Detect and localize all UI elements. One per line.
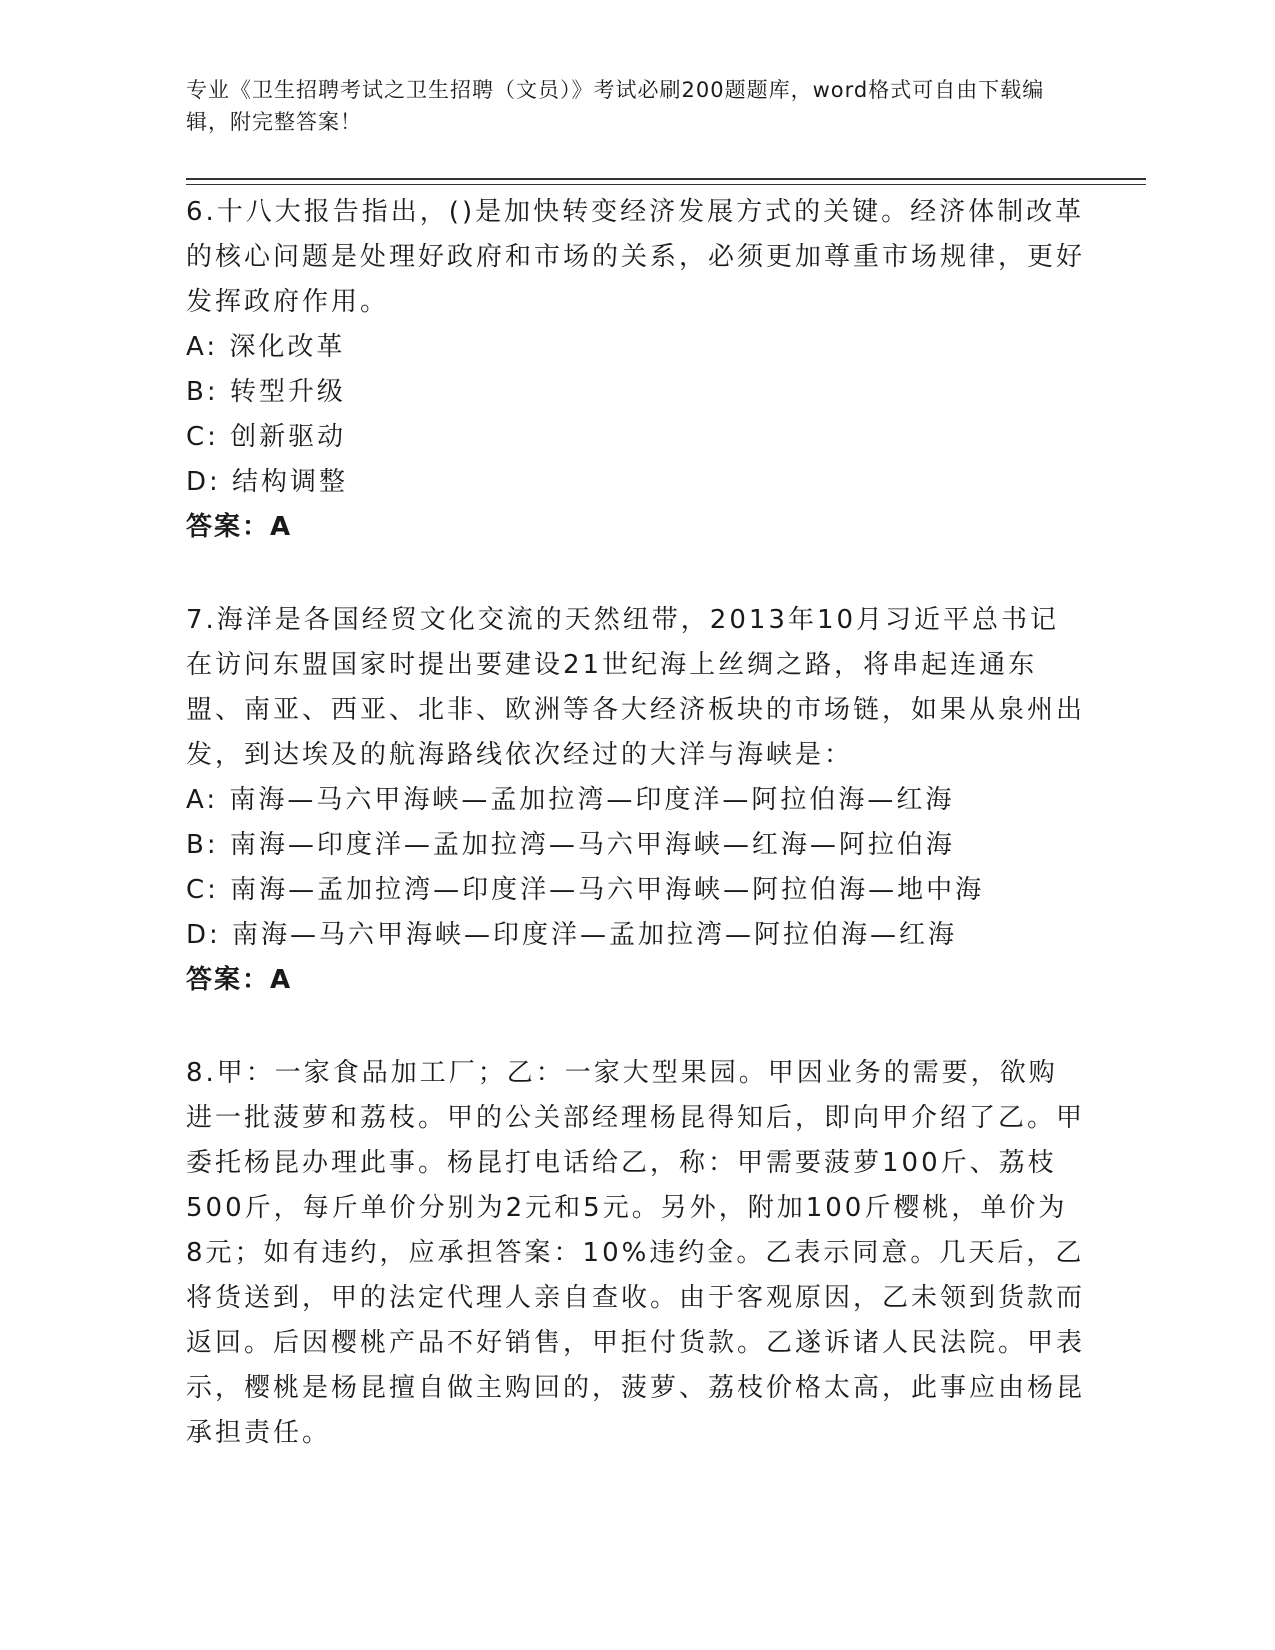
option-b: B: 转型升级: [186, 377, 346, 407]
option-c: C: 南海—孟加拉湾—印度洋—马六甲海峡—阿拉伯海—地中海: [186, 875, 985, 905]
header-divider-thin: [186, 184, 1146, 185]
question-8: [186, 1051, 1086, 1456]
question-stem: 8.甲：一家食品加工厂；乙：一家大型果园。甲因业务的需要，欲购进一批菠萝和荔枝。甲的公关部经理杨昆得知后，即向甲介绍了乙。甲委托杨昆办理此事。杨昆打电话给乙，称：甲需要菠萝100斤、荔枝500斤，每斤单价分别为2元和5元。另外，附加100斤樱桃，单价为8元；如有违约，应承担答案：10%违约金。乙表示同意。几天后，乙将货送到，甲的法定代理人亲自查收。由于客观原因，乙未领到货款而返回。后因樱桃产品不好销售，甲拒付货款。乙遂诉诸人民法院。甲表示，樱桃是杨昆擅自做主购回的，菠萝、荔枝价格太高，此事应由杨昆承担责任。: [186, 1058, 1086, 1448]
option-a: A: 南海—马六甲海峡—孟加拉湾—印度洋—阿拉伯海—红海: [186, 785, 955, 815]
option-b: B: 南海—印度洋—孟加拉湾—马六甲海峡—红海—阿拉伯海: [186, 830, 955, 860]
answer: 答案：A: [186, 965, 293, 995]
option-c: C: 创新驱动: [186, 422, 347, 452]
question-stem: 6.十八大报告指出，()是加快转变经济发展方式的关键。经济体制改革的核心问题是处理好政府和市场的关系，必须更加尊重市场规律，更好发挥政府作用。: [186, 197, 1086, 317]
questions-container: [186, 190, 1086, 1456]
page-header: 专业《卫生招聘考试之卫生招聘（文员）》考试必刷200题题库，word格式可自由下载编辑，附完整答案！: [186, 78, 1045, 134]
question-stem: 7.海洋是各国经贸文化交流的天然纽带，2013年10月习近平总书记在访问东盟国家时提出要建设21世纪海上丝绸之路，将串起连通东盟、南亚、西亚、北非、欧洲等各大经济板块的市场链，如果从泉州出发，到达埃及的航海路线依次经过的大洋与海峡是：: [186, 605, 1086, 770]
header-divider-thick: [186, 178, 1146, 180]
question-7: [186, 598, 1086, 1003]
question-6: [186, 190, 1086, 550]
option-d: D: 结构调整: [186, 467, 349, 497]
answer: 答案：A: [186, 512, 293, 542]
option-a: A: 深化改革: [186, 332, 346, 362]
option-d: D: 南海—马六甲海峡—印度洋—孟加拉湾—阿拉伯海—红海: [186, 920, 958, 950]
